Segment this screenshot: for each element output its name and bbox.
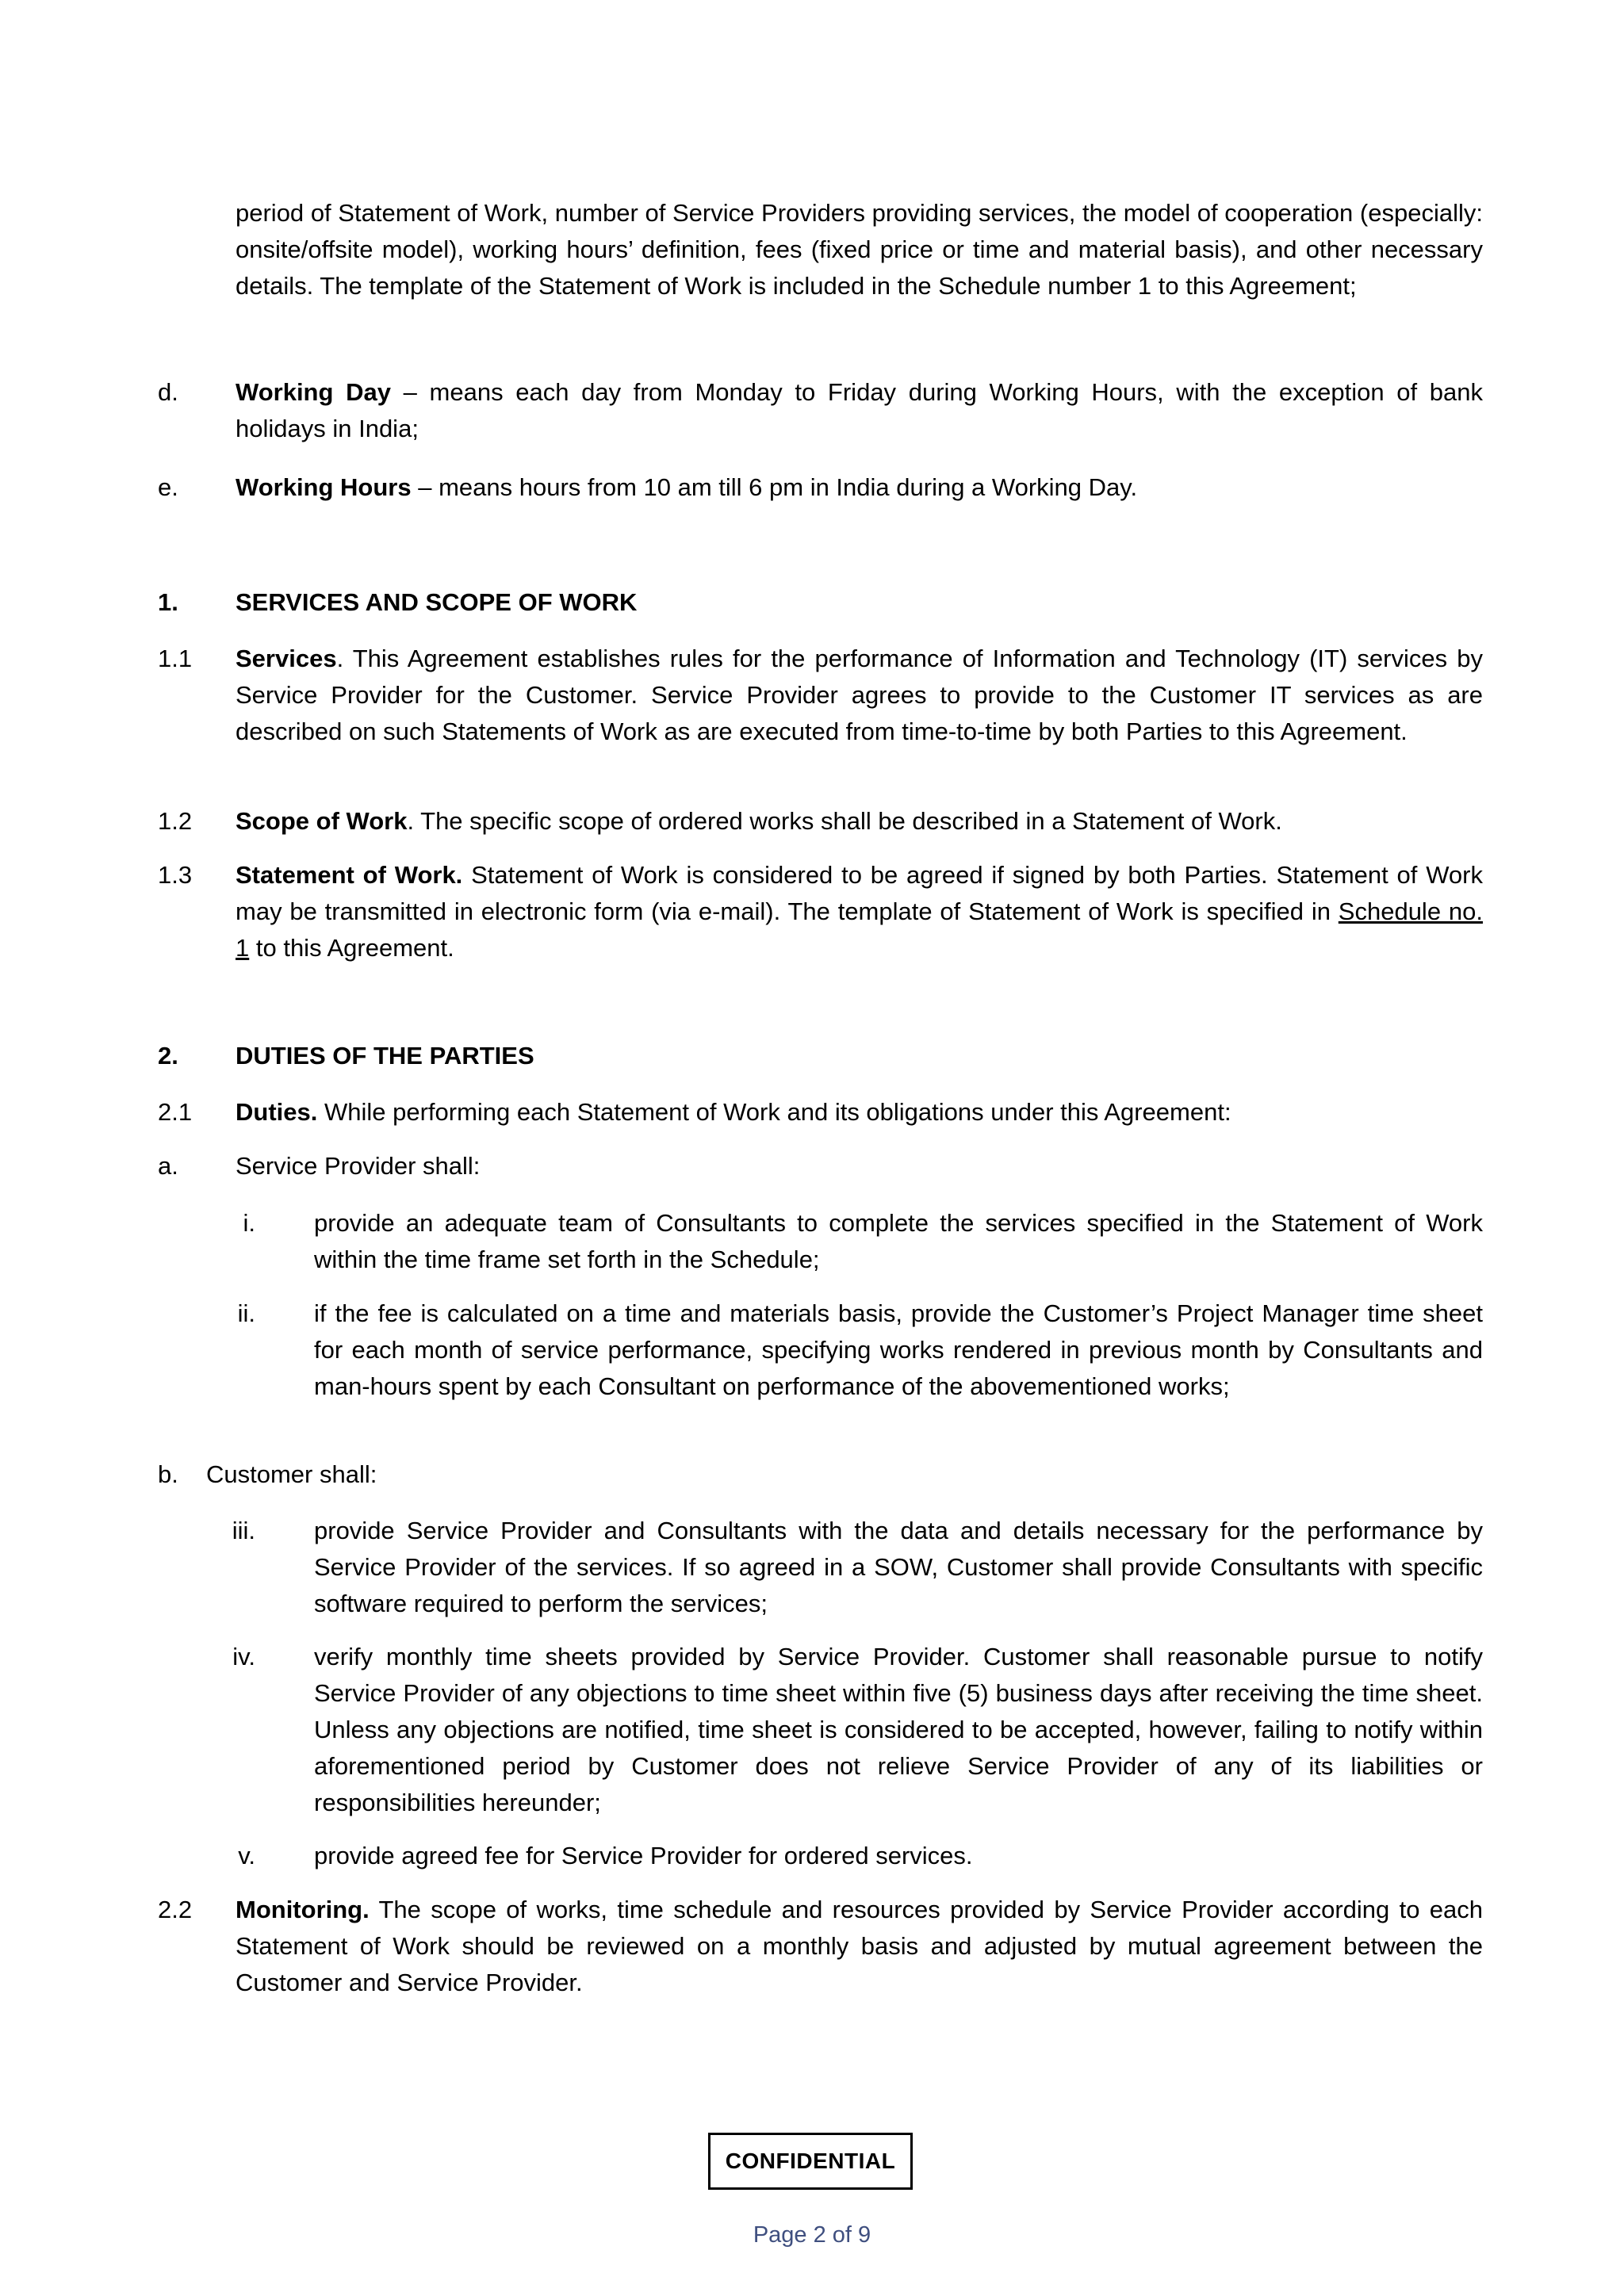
provider-item-marker: i.: [243, 1209, 255, 1237]
section-1-title: SERVICES AND SCOPE OF WORK: [236, 588, 638, 616]
provider-item-marker: ii.: [237, 1299, 255, 1327]
provider-label: Service Provider shall:: [236, 1152, 481, 1180]
clause-1-1: [236, 641, 1483, 750]
clause-2-1-number: 2.1: [158, 1098, 193, 1126]
clause-term: Statement of Work.: [236, 861, 463, 889]
clause-text: to this Agreement.: [249, 934, 454, 962]
definition-marker-e: e.: [158, 473, 178, 501]
definition-text: – means hours from 10 am till 6 pm in India during a Working Day.: [411, 473, 1138, 501]
clause-1-3-number: 1.3: [158, 861, 193, 889]
provider-item: if the fee is calculated on a time and materials basis, provide the Customer’s Project Manager time sheet for each month of service performance, specifying works rendered in previous month by Consultants and man-hours spent by each Consultant on performance of the abovementioned works;: [314, 1299, 1483, 1400]
customer-item-marker: iii.: [232, 1517, 255, 1544]
clause-term: Monitoring.: [236, 1896, 370, 1923]
customer-marker: b.: [158, 1460, 178, 1488]
schedule-link[interactable]: Schedule no. 1: [236, 897, 1483, 962]
clause-2-2: [236, 1892, 1483, 2001]
clause-1-3: [236, 857, 1483, 966]
definition-term: Working Hours: [236, 473, 412, 501]
clause-text: . This Agreement establishes rules for the performance of Information and Technology (IT) services by Service Provider for the Customer. Service Provider agrees to provide to the Customer IT services as are described on such Statements of Work as are executed from time-to-time by both Parties to this Agreement.: [236, 645, 1483, 745]
clause-1-2-number: 1.2: [158, 807, 193, 835]
definition-marker-d: d.: [158, 378, 178, 406]
provider-marker: a.: [158, 1152, 178, 1180]
intro-continuation: period of Statement of Work, number of Service Providers providing services, the model of cooperation (especially: onsite/offsite model), working hours’ definition, fees (fixed price or time and material basis), and other necessary details. The template of the Statement of Work is included in the Schedule number 1 to this Agreement;: [236, 199, 1483, 300]
confidential-label: CONFIDENTIAL: [708, 2133, 913, 2190]
definition-term: Working Day: [236, 378, 391, 406]
clause-text: Statement of Work is considered to be agreed if signed by both Parties. Statement of Work may be transmitted in electronic form (via e-mail). The template of Statement of Work is specified in: [236, 861, 1483, 925]
clause-text: . The specific scope of ordered works shall be described in a Statement of Work.: [407, 807, 1282, 835]
clause-text: The scope of works, time schedule and resources provided by Service Provider according to each Statement of Work should be reviewed on a monthly basis and adjusted by mutual agreement between the Customer and Service Provider.: [236, 1896, 1483, 1996]
clause-2-1: [236, 1094, 1483, 1131]
definition-working-hours: [236, 469, 1483, 506]
customer-item: provide Service Provider and Consultants with the data and details necessary for the performance by Service Provider of the services. If so agreed in a SOW, Customer shall provide Consultants with specific software required to perform the services;: [314, 1517, 1483, 1617]
section-2-number: 2.: [158, 1042, 178, 1070]
customer-label: Customer shall:: [206, 1460, 377, 1488]
clause-2-2-number: 2.2: [158, 1896, 193, 1923]
clause-1-2: [236, 803, 1483, 840]
definition-text: – means each day from Monday to Friday during Working Hours, with the exception of bank holidays in India;: [236, 378, 1483, 442]
customer-item-marker: iv.: [232, 1643, 255, 1670]
section-1-number: 1.: [158, 588, 178, 616]
provider-item: provide an adequate team of Consultants to complete the services specified in the Statement of Work within the time frame set forth in the Schedule;: [314, 1209, 1483, 1273]
page-number: Page 2 of 9: [753, 2222, 871, 2248]
definition-working-day: [236, 374, 1483, 447]
customer-item: verify monthly time sheets provided by Service Provider. Customer shall reasonable pursue to notify Service Provider of any objections to time sheet within five (5) business days after receiving the time sheet. Unless any objections are notified, time sheet is considered to be accepted, however, failing to notify within aforementioned period by Customer does not relieve Service Provider of any of its liabilities or responsibilities hereunder;: [314, 1643, 1483, 1816]
customer-item: provide agreed fee for Service Provider for ordered services.: [314, 1842, 973, 1869]
clause-term: Duties.: [236, 1098, 318, 1126]
customer-item-marker: v.: [238, 1842, 255, 1869]
clause-1-1-number: 1.1: [158, 645, 193, 672]
clause-text: While performing each Statement of Work and its obligations under this Agreement:: [317, 1098, 1231, 1126]
clause-term: Scope of Work: [236, 807, 408, 835]
clause-term: Services: [236, 645, 337, 672]
section-2-title: DUTIES OF THE PARTIES: [236, 1042, 534, 1070]
